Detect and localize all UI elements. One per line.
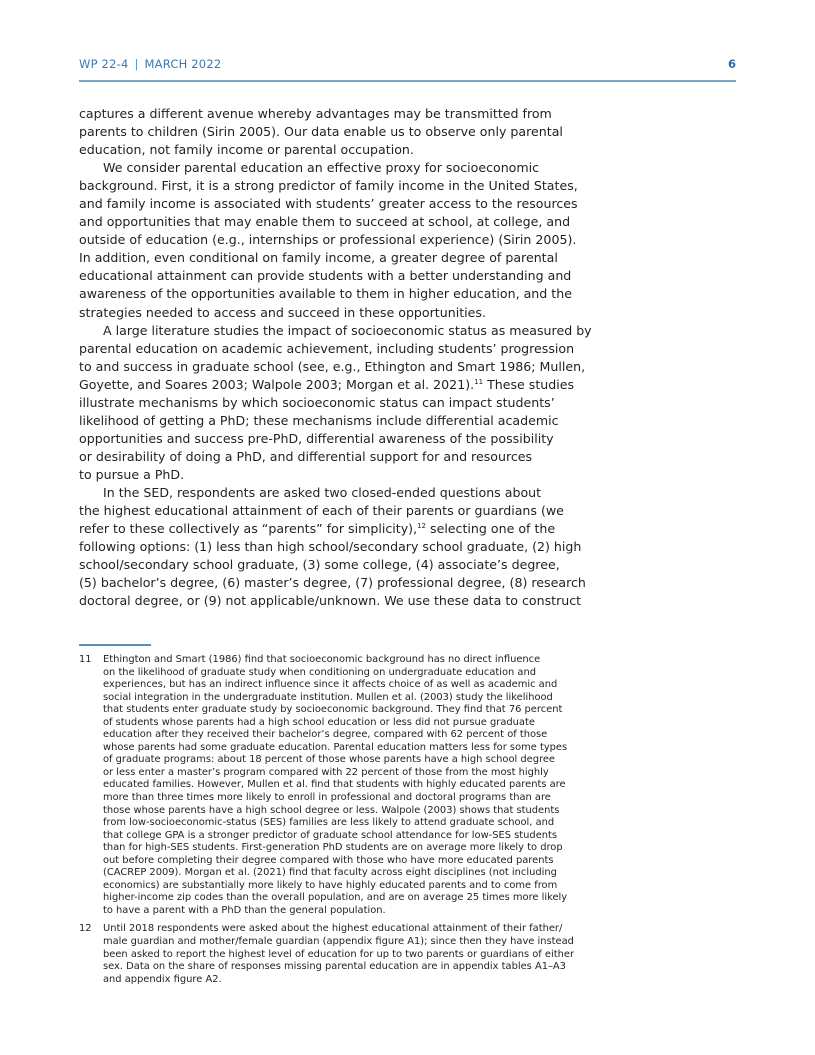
footnote-line: male guardian and mother/female guardian (appendix figure A1); since then they have instead (103, 936, 574, 948)
line-text: background. First, it is a strong predictor of family income in the United States, (79, 178, 578, 194)
text-line (79, 177, 609, 195)
footnote-line: out before completing their degree compared with those who have more educated parents (103, 854, 554, 866)
footnote-line: from low-socioeconomic-status (SES) families are less likely to attend graduate school, and (103, 817, 555, 829)
text-line (79, 484, 609, 502)
header-rule (79, 80, 736, 82)
text-line (79, 376, 609, 394)
line-text: school/secondary school graduate, (3) some college, (4) associate’s degree, (79, 557, 560, 573)
text-line (79, 466, 609, 484)
footnote-line: economics) are substantially more likely to have highly educated parents and to come from (103, 879, 558, 891)
text-line (79, 340, 609, 358)
paragraph (79, 322, 609, 484)
footnote-line: those whose parents have a high school degree or less. Walpole (2003) shows that students (103, 804, 560, 816)
text-line (79, 213, 609, 231)
footnote-line: that students enter graduate study by socioeconomic background. They find that 76 percent (103, 704, 563, 716)
footnote-reference: 12 (417, 522, 426, 531)
text-line (79, 123, 609, 141)
line-text: parental education on academic achievement, including students’ progression (79, 340, 575, 356)
text-line (79, 592, 609, 610)
footnote-line: educated families. However, Mullen et al. find that students with highly educated parents are (103, 779, 566, 791)
line-text: In the SED, respondents are asked two closed-ended questions about (103, 484, 542, 500)
line-text: education, not family income or parental occupation. (79, 142, 414, 158)
footnote-line: more than three times more likely to enroll in professional and doctoral programs than are (103, 792, 551, 804)
text-line (79, 430, 609, 448)
text-line (79, 574, 609, 592)
footnote-line: than for high-SES students. First-generation PhD students are on average more likely to drop (103, 842, 563, 854)
text-line (79, 267, 609, 285)
line-text: captures a different avenue whereby advantages may be transmitted from (79, 106, 552, 121)
text-line (79, 231, 609, 249)
line-text: In addition, even conditional on family income, a greater degree of parental (79, 250, 558, 266)
footnote-number: 12 (79, 923, 92, 935)
line-text: (5) bachelor’s degree, (6) master’s degree, (7) professional degree, (8) research (79, 575, 586, 591)
footnote-line: been asked to report the highest level of education for up to two parents or guardians of either (103, 948, 575, 960)
line-text: A large literature studies the impact of socioeconomic status as measured by (103, 322, 592, 338)
line-text: doctoral degree, or (9) not applicable/unknown. We use these data to construct (79, 593, 582, 609)
footnote-line: on the likelihood of graduate study when conditioning on undergraduate education and (103, 666, 536, 678)
line-text: the highest educational attainment of each of their parents or guardians (we (79, 503, 564, 519)
text-line (79, 538, 609, 556)
text-line (79, 520, 609, 538)
footnote-line: (CACREP 2009). Morgan et al. (2021) find that faculty across eight disciplines (not including (103, 867, 557, 879)
footnote-line: of students whose parents had a high school education or less did not pursue graduate (103, 716, 535, 728)
footnote-line: and appendix figure A2. (103, 973, 222, 985)
publication-date: MARCH 2022 (144, 57, 222, 71)
footnote-number: 11 (79, 654, 92, 665)
line-text: educational attainment can provide students with a better understanding and (79, 268, 572, 284)
paragraph (79, 159, 609, 321)
footnote-line: to have a parent with a PhD than the general population. (103, 904, 386, 916)
text-line (79, 195, 609, 213)
footnote-line: sex. Data on the share of responses missing parental education are in appendix tables A1–A3 (103, 961, 566, 973)
text-line (79, 249, 609, 267)
line-text: or desirability of doing a PhD, and differential support for and resources (79, 448, 533, 464)
text-line (79, 159, 609, 177)
line-text: to pursue a PhD. (79, 466, 185, 482)
footnotes (79, 654, 619, 992)
text-line (79, 304, 609, 322)
footnote-rule (79, 644, 151, 646)
line-text: These studies (483, 376, 575, 392)
line-text: to and success in graduate school (see, e.g., Ethington and Smart 1986; Mullen, (79, 358, 586, 374)
text-line (79, 412, 609, 430)
text-line (79, 358, 609, 376)
text-line (79, 322, 609, 340)
header-separator: | (134, 57, 139, 71)
footnote-line: that college GPA is a stronger predictor of graduate school attendance for low-SES students (103, 829, 558, 841)
footnote-reference: 11 (474, 377, 484, 386)
text-line (79, 448, 609, 466)
footnote (79, 654, 619, 917)
footnote-line: social integration in the undergraduate institution. Mullen et al. (2003) study the likelihood (103, 691, 553, 703)
body-text (79, 105, 609, 610)
paragraph (79, 484, 609, 610)
text-line (79, 285, 609, 303)
line-text: parents to children (Sirin 2005). Our data enable us to observe only parental (79, 124, 563, 140)
text-line (79, 141, 609, 159)
line-text: outside of education (e.g., internships or professional experience) (Sirin 2005). (79, 232, 577, 248)
text-line (79, 556, 609, 574)
series-number: WP 22-4 (79, 57, 129, 71)
line-text: and opportunities that may enable them to succeed at school, at college, and (79, 214, 571, 230)
line-text: selecting one of the (426, 521, 556, 537)
footnote-line: experiences, but has an indirect influence since it affects choice of as well as academic and (103, 679, 558, 691)
footnote-line: Ethington and Smart (1986) find that socioeconomic background has no direct influence (103, 654, 541, 665)
running-header (79, 57, 221, 71)
footnote-line: or less enter a master’s program compared with 22 percent of those from the most highly (103, 766, 549, 778)
line-text: and family income is associated with students’ greater access to the resources (79, 196, 578, 212)
footnote-line: of graduate programs: about 18 percent of those whose parents have a high school degree (103, 754, 555, 766)
footnote (79, 923, 619, 986)
line-text: strategies needed to access and succeed in these opportunities. (79, 304, 486, 320)
line-text: opportunities and success pre-PhD, differential awareness of the possibility (79, 430, 554, 446)
line-text: refer to these collectively as “parents” for simplicity), (79, 521, 418, 537)
footnote-line: Until 2018 respondents were asked about the highest educational attainment of their father/ (103, 923, 563, 935)
paragraph (79, 105, 609, 159)
line-text: likelihood of getting a PhD; these mechanisms include differential academic (79, 412, 559, 428)
line-text: We consider parental education an effective proxy for socioeconomic (103, 160, 540, 176)
page-number: 6 (727, 57, 736, 71)
footnote-line: whose parents had some graduate education. Parental education matters less for some types (103, 741, 568, 753)
text-line (79, 502, 609, 520)
footnote-line: higher-income zip codes than the overall population, and are on average 25 times more likely (103, 892, 568, 904)
footnote-line: education after they received their bachelor’s degree, compared with 62 percent of those (103, 729, 548, 741)
text-line (79, 105, 609, 123)
line-text: Goyette, and Soares 2003; Walpole 2003; Morgan et al. 2021). (79, 376, 475, 392)
line-text: awareness of the opportunities available to them in higher education, and the (79, 286, 572, 302)
line-text: illustrate mechanisms by which socioeconomic status can impact students’ (79, 394, 555, 410)
line-text: following options: (1) less than high school/secondary school graduate, (2) high (79, 539, 582, 555)
text-line (79, 394, 609, 412)
